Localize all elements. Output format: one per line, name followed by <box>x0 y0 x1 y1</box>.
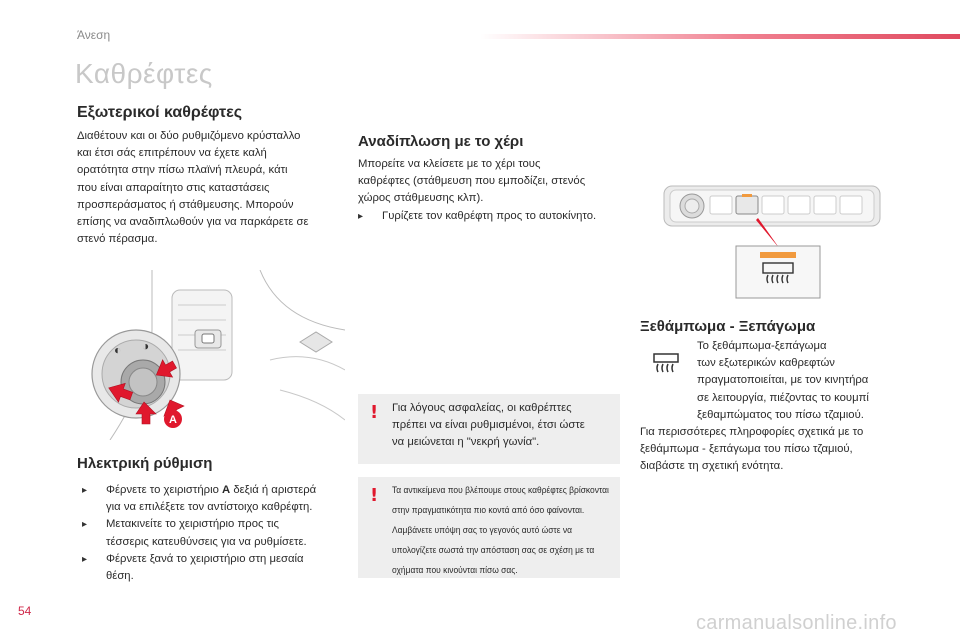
folding-line: Μπορείτε να κλείσετε με το χέρι τους <box>358 158 541 170</box>
bullet-text: θέση. <box>106 570 134 583</box>
demisting-line: πραγματοποιείται, με τον κινητήρα <box>697 374 869 387</box>
bullet-bold-label: A <box>222 484 231 496</box>
safety-note-line: να μειώνεται η "νεκρή γωνία". <box>392 436 540 449</box>
demist-button-illustration <box>640 132 885 302</box>
distance-note-line: Τα αντικείμενα που βλέπουμε στους καθρέφτες βρίσκονται <box>392 485 609 496</box>
safety-note-line: πρέπει να είναι ρυθμισμένοι, έτσι ώστε <box>392 419 585 432</box>
demisting-line: των εξωτερικών καθρεφτών <box>697 357 835 370</box>
intro-line: και έτσι σάς επιτρέπουν να έχετε καλή <box>77 147 267 160</box>
distance-note-box <box>358 477 620 578</box>
bullet-item <box>358 208 628 225</box>
bullet-text: Μετακινείτε το χειριστήριο προς τις <box>106 518 279 531</box>
demisting-line: σε λειτουργία, πιέζοντας το κουμπί <box>697 391 869 404</box>
watermark: carmanualsonline.info <box>696 612 897 634</box>
page-title: Καθρέφτες <box>75 58 213 89</box>
bullet-item <box>82 482 352 516</box>
bullet-arrow-icon: ▸ <box>82 553 88 565</box>
bullet-text: δεξιά ή αριστερά <box>230 484 317 496</box>
distance-note-line: στην πραγματικότητα πιο κοντά από όσο φαίνονται. <box>392 505 585 516</box>
distance-note-text <box>392 481 630 581</box>
more-info-line: διαβάστε τη σχετική ενότητα. <box>640 460 784 473</box>
header-gradient-bar <box>480 34 960 39</box>
intro-line: επίσης να αναδιπλωθούν για να παρκάρετε σε <box>77 216 309 229</box>
page-number: 54 <box>18 604 32 618</box>
safety-note-line: Για λόγους ασφαλείας, οι καθρέπτες <box>392 402 572 414</box>
more-info-line: Για περισσότερες πληροφορίες σχετικά με το <box>640 426 864 438</box>
folding-line: καθρέφτες (στάθμευση που εμποδίζει, στενός <box>358 175 586 188</box>
bullet-text: Γυρίζετε τον καθρέφτη προς το αυτοκίνητο. <box>382 209 597 222</box>
distance-note-line: οχήματα που κινούνται πίσω σας. <box>392 565 518 576</box>
intro-line: που είναι απαραίτητο στις καταστάσεις <box>77 181 270 194</box>
mirror-control-illustration <box>80 270 345 440</box>
intro-line: Διαθέτουν και οι δύο ρυθμιζόμενο κρύσταλλο <box>77 130 301 142</box>
bullet-text: τέσσερις κατευθύνσεις για να ρυθμίσετε. <box>106 535 307 548</box>
manual-folding-heading: Αναδίπλωση με το χέρι <box>358 133 524 150</box>
demisting-line: ξεθαμπώματος του πίσω τζαμιού. <box>697 408 864 421</box>
folding-text <box>358 156 628 225</box>
bullet-text: για να επιλέξετε τον αντίστοιχο καθρέφτη. <box>106 501 313 514</box>
intro-line: στενό πέρασμα. <box>77 233 158 246</box>
demist-button-drawing <box>640 132 885 302</box>
bullet-arrow-icon: ▸ <box>82 485 88 496</box>
bullet-item <box>82 516 352 550</box>
demisting-more-info <box>640 424 910 476</box>
safety-note-box <box>358 394 620 464</box>
bullet-item <box>82 551 352 585</box>
callout-a-label: A <box>169 414 177 426</box>
demisting-line: Το ξεθάμπωμα-ξεπάγωμα <box>697 340 827 352</box>
safety-note-text <box>392 400 616 452</box>
electric-bullets <box>82 482 352 585</box>
warning-exclamation-icon: ! <box>370 402 379 423</box>
more-info-line: ξεθάμπωμα - ξεπάγωμα του πίσω τζαμιού, <box>640 443 853 456</box>
bullet-text: Φέρνετε ξανά το χειριστήριο στη μεσαία <box>106 552 304 565</box>
intro-line: προσπεράσματος ή στάθμευσης. Μπορούν <box>77 198 294 211</box>
bullet-arrow-icon: ▸ <box>82 519 88 531</box>
defrost-rear-icon <box>652 352 680 378</box>
svg-text:◐: ◐ <box>114 343 122 357</box>
folding-line: χώρος στάθμευσης κλπ). <box>358 192 484 205</box>
exterior-intro <box>77 128 347 248</box>
bullet-arrow-icon: ▸ <box>358 210 364 222</box>
demisting-icon-text <box>697 338 917 424</box>
warning-exclamation-icon: ! <box>370 485 379 506</box>
bullet-text: Φέρνετε το χειριστήριο <box>106 484 223 496</box>
intro-line: ορατότητα στην πίσω πλαϊνή πλευρά, κάτι <box>77 164 288 177</box>
svg-text:◑: ◑ <box>142 339 150 353</box>
exterior-mirrors-heading: Εξωτερικοί καθρέφτες <box>77 104 243 121</box>
section-header: Άνεση <box>77 28 111 42</box>
distance-note-line: υπολογίζετε σωστά την απόσταση σας σε σχέση με τα <box>392 545 595 556</box>
distance-note-line: Λαμβάνετε υπόψη σας το γεγονός αυτό ώστε να <box>392 525 572 536</box>
demisting-heading: Ξεθάμπωμα - Ξεπάγωμα <box>640 318 816 335</box>
mirror-control-drawing <box>80 270 345 440</box>
electric-adjustment-heading: Ηλεκτρική ρύθμιση <box>77 455 213 472</box>
